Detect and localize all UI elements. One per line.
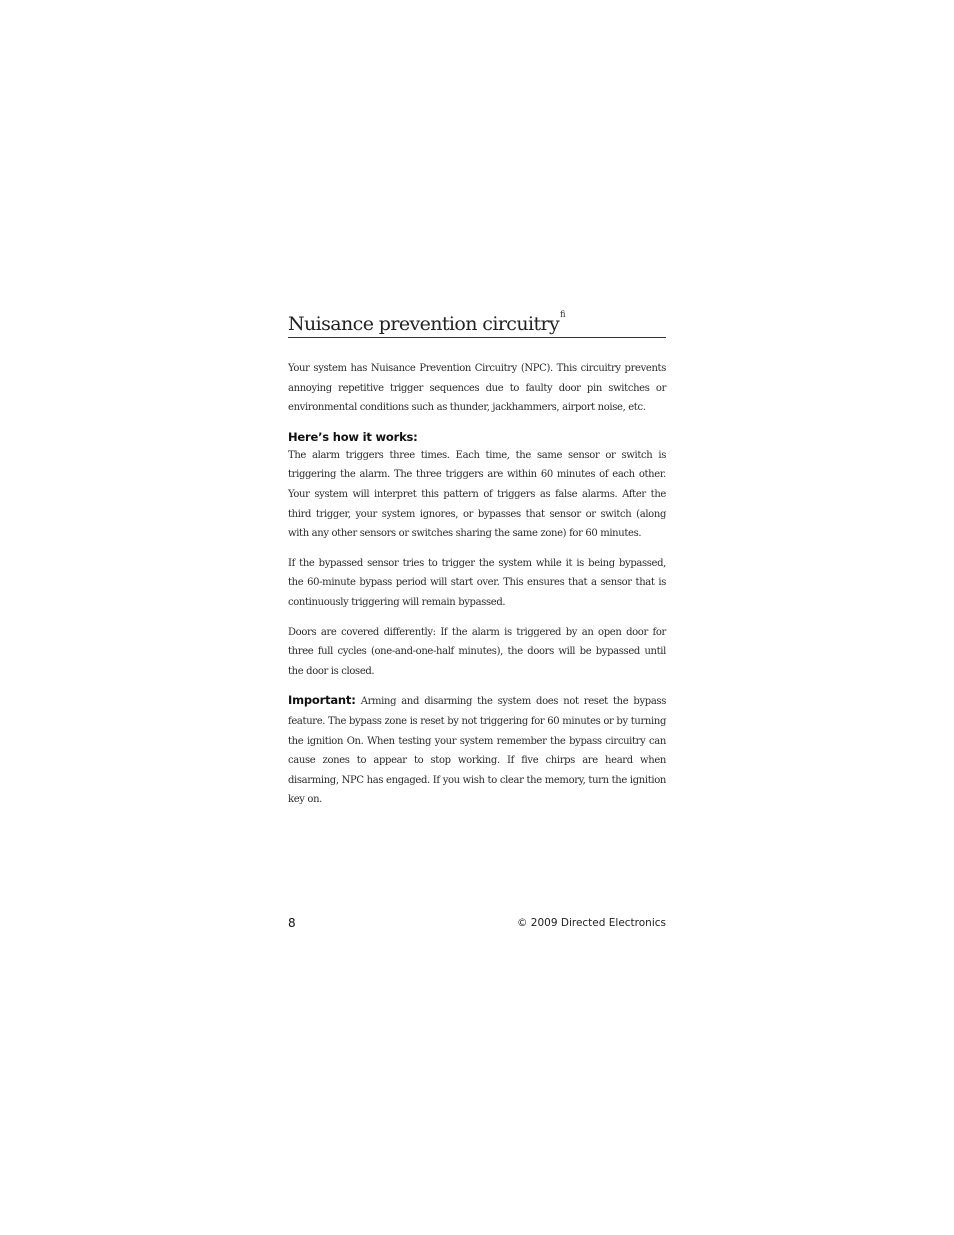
manual-page — [288, 312, 666, 810]
important-label: Important: — [288, 693, 356, 708]
bypassed-paragraph: If the bypassed sensor tries to trigger the system while it is being bypassed, the 60-minute bypass period will start over. This ensures that a sensor that is continuously triggering will remain bypassed. — [288, 557, 666, 608]
section-title-row — [288, 312, 666, 338]
page-number: 8 — [288, 916, 296, 930]
doors-paragraph: Doors are covered differently: If the alarm is triggered by an open door for three full cycles (one-and-one-half minutes), the doors will be bypassed until the door is closed. — [288, 626, 666, 677]
page-footer — [288, 916, 666, 934]
title-superscript: fi — [560, 310, 566, 319]
important-paragraph — [288, 691, 666, 810]
section-title: Nuisance prevention circuitry — [288, 313, 560, 335]
copyright-notice: © 2009 Directed Electronics — [516, 917, 666, 929]
how-it-works-heading: Here’s how it works: — [288, 429, 418, 444]
important-text: Arming and disarming the system does not reset the bypass feature. The bypass zone is reset by not triggering for 60 minutes or by turning the ignition On. When testing your system remember the bypass circuitry can cause zones to appear to stop working. If five chirps are heard when disarming, NPC has engaged. If you wish to clear the memory, turn the ignition key on. — [288, 696, 666, 806]
how-it-works-paragraph: The alarm triggers three times. Each time, the same sensor or switch is triggering the alarm. The three triggers are within 60 minutes of each other. Your system will interpret this pattern of triggers as false alarms. After the third trigger, your system ignores, or bypasses that sensor or switch (along with any other sensors or switches sharing the same zone) for 60 minutes. — [288, 449, 666, 540]
intro-paragraph: Your system has Nuisance Prevention Circuitry (NPC). This circuitry prevents annoying repetitive trigger sequences due to faulty door pin switches or environmental conditions such as thunder, jackhammers, airport noise, etc. — [288, 363, 666, 414]
